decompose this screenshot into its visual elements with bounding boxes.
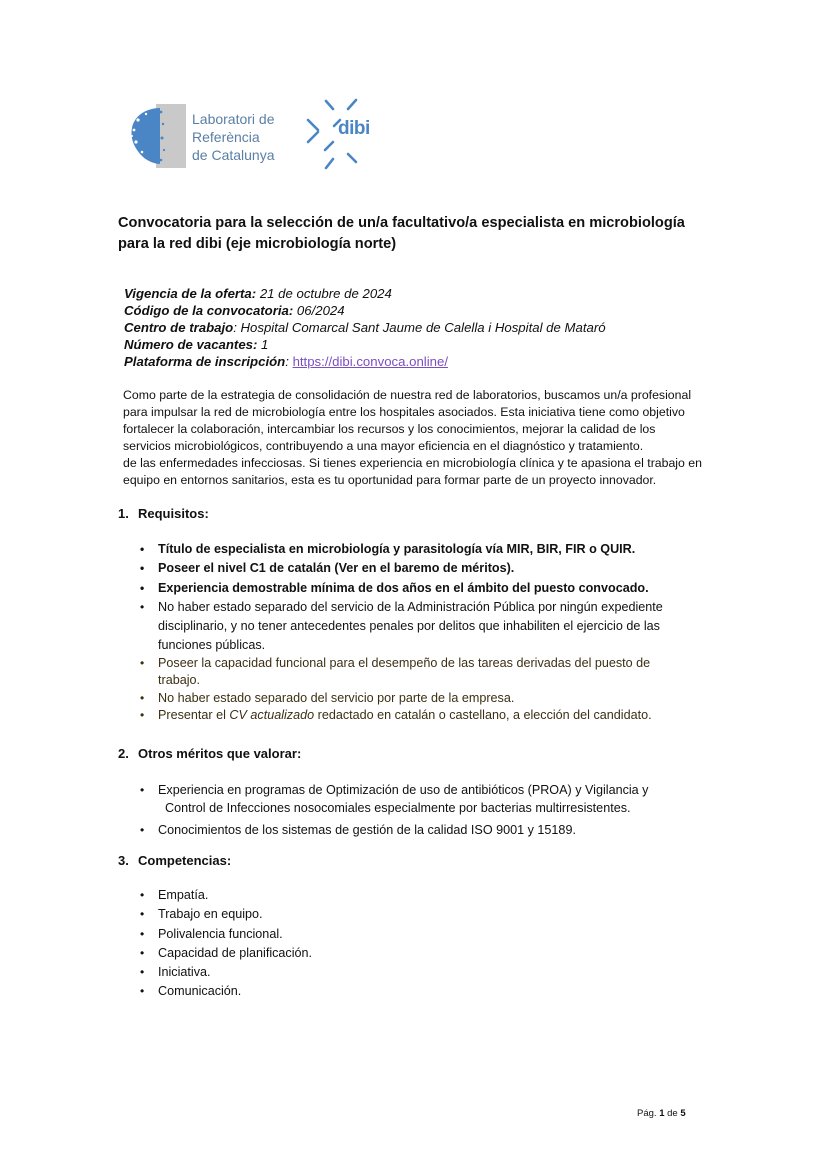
list-item: [158, 707, 728, 725]
vigencia-label: Vigencia de la oferta:: [124, 286, 257, 301]
header-logos: [128, 96, 388, 176]
total-pages: 5: [680, 1108, 686, 1119]
offer-details: [124, 285, 606, 370]
item-line: disciplinario, y no tener antecedentes penales por delitos que inhabiliten el ejercicio de las: [158, 618, 660, 633]
list-item: • Comunicación.: [158, 982, 558, 1001]
title-line: para la red dibi (eje microbiología norte): [118, 236, 397, 252]
vacantes-label: Número de vacantes:: [124, 337, 258, 352]
list-item: [158, 781, 728, 817]
list-item: [158, 655, 728, 690]
list-item: • Título de especialista en microbiología y parasitología vía MIR, BIR, FIR o QUIR.: [158, 540, 728, 559]
dibi-logo-text: dibi: [338, 118, 370, 139]
intro-line: fortalecer la colaboración, intercambiar los recursos y los conocimientos, mejorar la calidad de los: [123, 422, 656, 436]
intro-line: Como parte de la estrategia de consolidación de nuestra red de laboratorios, buscamos un/a profesional: [123, 388, 692, 402]
document-title: [118, 213, 728, 255]
list-item: • Polivalencia funcional.: [158, 925, 558, 944]
item-line: Control de Infecciones nosocomiales especialmente por bacterias multirresistentes.: [158, 801, 631, 815]
laboratori-logo-icon: [128, 104, 188, 168]
item-line: • Experiencia en programas de Optimización de uso de antibióticos (PROA) y Vigilancia y: [158, 783, 649, 797]
logo-line: Referència: [192, 129, 260, 145]
intro-paragraph: [123, 387, 723, 489]
competencias-list: [158, 886, 558, 1002]
list-item: • Trabajo en equipo.: [158, 905, 558, 924]
list-item: • Capacidad de planificación.: [158, 944, 558, 963]
item-line: • No haber estado separado del servicio de la Administración Pública por ningún expediente: [158, 599, 663, 614]
item-line: • Poseer la capacidad funcional para el desempeño de las tareas derivadas del puesto de: [158, 655, 651, 670]
section-number: 3.: [118, 853, 129, 868]
intro-line: servicios microbiológicos, contribuyendo a una mayor eficiencia en el diagnóstico y tratamiento.: [123, 439, 644, 453]
requisitos-list: [158, 540, 728, 725]
item-text: redactado en catalán o castellano, a elección del candidato.: [314, 708, 652, 723]
list-item: [158, 598, 728, 655]
centro-label: Centro de trabajo: [124, 320, 234, 335]
laboratori-logo-text: [192, 110, 275, 164]
item-line: trabajo.: [158, 673, 201, 688]
section-title: Competencias:: [138, 853, 232, 868]
codigo-row: [124, 302, 606, 319]
codigo-label: Código de la convocatoria:: [124, 303, 294, 318]
section-meritos-heading: [118, 746, 301, 761]
plataforma-row: [124, 353, 606, 370]
list-item: • Experiencia demostrable mínima de dos años en el ámbito del puesto convocado.: [158, 579, 728, 598]
vigencia-value: 21 de octubre de 2024: [256, 286, 392, 301]
section-number: 1.: [118, 506, 129, 521]
intro-line: equipo en entornos sanitarios, esta es tu oportunidad para formar parte de un proyecto innovador.: [123, 473, 657, 487]
logo-line: Laboratori de: [192, 111, 275, 127]
item-emphasis: CV actualizado: [229, 708, 315, 723]
meritos-list: [158, 781, 728, 840]
centro-value: : Hospital Comarcal Sant Jaume de Calella i Hospital de Mataró: [233, 320, 606, 335]
title-line: Convocatoria para la selección de un/a facultativo/a especialista en microbiología: [118, 215, 685, 231]
list-item: • Empatía.: [158, 886, 558, 905]
section-title: Requisitos:: [138, 506, 209, 521]
item-line: funciones públicas.: [158, 637, 266, 652]
section-requisitos-heading: [118, 506, 209, 521]
plataforma-sep: :: [285, 354, 293, 369]
list-item: • Conocimientos de los sistemas de gestión de la calidad ISO 9001 y 15189.: [158, 821, 728, 840]
section-competencias-heading: [118, 853, 231, 868]
intro-line: para impulsar la red de microbiología entre los hospitales asociados. Esta iniciativa tiene como objetivo: [123, 405, 685, 419]
page-prefix: Pág.: [637, 1108, 660, 1119]
plataforma-label: Plataforma de inscripción: [124, 354, 286, 369]
vacantes-row: [124, 336, 606, 353]
centro-row: [124, 319, 606, 336]
page-number: [637, 1108, 686, 1119]
page-sep: de: [664, 1108, 681, 1119]
list-item: • Poseer el nivel C1 de catalán (Ver en el baremo de méritos).: [158, 559, 728, 578]
section-number: 2.: [118, 746, 129, 761]
list-item: • Iniciativa.: [158, 963, 558, 982]
codigo-value: 06/2024: [293, 303, 345, 318]
intro-line: de las enfermedades infecciosas. Si tienes experiencia en microbiología clínica y te apasiona el trabajo en: [123, 456, 702, 470]
vigencia-row: [124, 285, 606, 302]
logo-line: de Catalunya: [192, 147, 275, 163]
vacantes-value: 1: [257, 337, 269, 352]
current-page: 1: [659, 1108, 665, 1119]
item-text: Presentar el: [158, 708, 230, 723]
plataforma-link[interactable]: https://dibi.convoca.online/: [292, 354, 448, 369]
section-title: Otros méritos que valorar:: [138, 746, 302, 761]
list-item: • No haber estado separado del servicio por parte de la empresa.: [158, 690, 728, 708]
